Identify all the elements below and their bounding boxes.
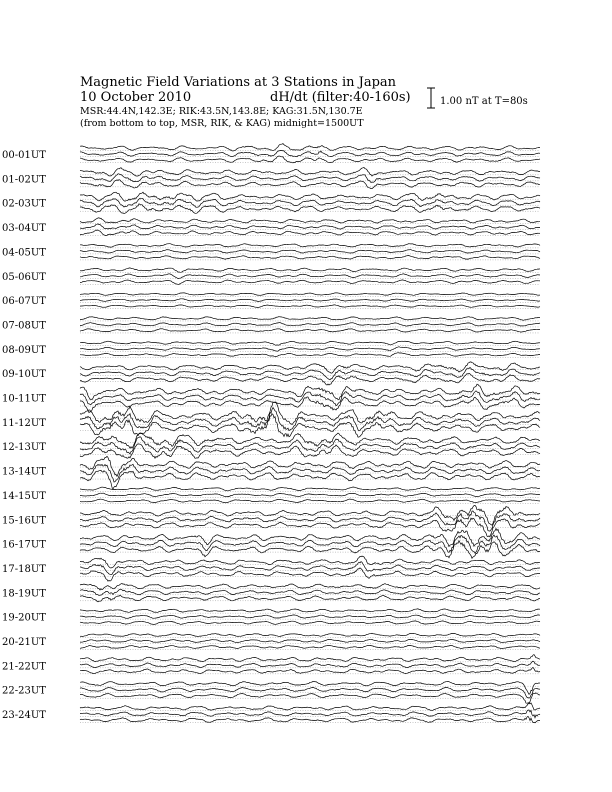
station-trace-kag xyxy=(80,218,540,223)
station-trace-msr xyxy=(80,499,540,503)
station-trace-rik xyxy=(80,437,540,454)
trace-row xyxy=(2,681,540,703)
station-trace-kag xyxy=(80,456,540,476)
trace-row xyxy=(2,293,540,309)
trace-row xyxy=(2,505,540,537)
trace-row xyxy=(2,529,540,559)
station-trace-kag xyxy=(80,293,540,296)
station-trace-rik xyxy=(80,493,540,497)
row-label: 04-05UT xyxy=(2,247,46,259)
row-label: 03-04UT xyxy=(2,223,46,235)
station-trace-rik xyxy=(80,250,540,254)
trace-row xyxy=(2,655,540,674)
station-trace-msr xyxy=(80,156,540,163)
trace-row xyxy=(2,192,540,213)
row-label: 23-24UT xyxy=(2,710,46,722)
station-trace-msr xyxy=(80,329,540,332)
trace-rows xyxy=(2,144,540,723)
station-trace-kag xyxy=(80,487,540,491)
station-trace-kag xyxy=(80,584,540,591)
station-trace-kag xyxy=(80,556,540,568)
station-trace-rik xyxy=(80,687,540,698)
trace-row xyxy=(2,144,540,163)
station-trace-msr xyxy=(80,256,540,260)
trace-row xyxy=(2,456,540,489)
trace-row xyxy=(2,167,540,188)
station-trace-kag xyxy=(80,655,540,662)
trace-row xyxy=(2,556,540,581)
station-trace-msr xyxy=(80,373,540,385)
row-label: 10-11UT xyxy=(2,393,46,405)
station-trace-rik xyxy=(80,535,540,553)
station-trace-kag xyxy=(80,402,540,425)
trace-row xyxy=(2,703,540,723)
station-trace-kag xyxy=(80,703,540,711)
trace-row xyxy=(2,268,540,285)
chart-quantity: dH/dt (filter:40-160s) xyxy=(270,90,411,105)
station-trace-kag xyxy=(80,317,540,321)
station-trace-rik xyxy=(80,323,540,327)
row-label: 15-16UT xyxy=(2,515,46,527)
station-trace-kag xyxy=(80,192,540,201)
station-trace-msr xyxy=(80,230,540,236)
row-label: 18-19UT xyxy=(2,588,46,600)
row-label: 12-13UT xyxy=(2,442,46,454)
station-trace-rik xyxy=(80,639,540,642)
row-label: 19-20UT xyxy=(2,612,46,624)
trace-row xyxy=(2,218,540,236)
row-label: 17-18UT xyxy=(2,563,46,575)
row-label: 00-01UT xyxy=(2,150,46,161)
trace-row xyxy=(2,317,540,333)
station-trace-msr xyxy=(80,621,540,625)
station-trace-kag xyxy=(80,144,540,151)
station-trace-rik xyxy=(80,198,540,207)
station-trace-rik xyxy=(80,391,540,406)
station-trace-rik xyxy=(80,224,540,229)
trace-row xyxy=(2,584,540,602)
station-trace-msr xyxy=(80,568,540,581)
scale-bar xyxy=(427,88,435,108)
station-trace-msr xyxy=(80,280,540,285)
trace-row xyxy=(2,402,540,437)
station-trace-msr xyxy=(80,305,540,308)
station-trace-msr xyxy=(80,353,540,357)
station-trace-rik xyxy=(80,347,540,352)
row-label: 22-23UT xyxy=(2,685,46,697)
trace-row xyxy=(2,633,540,649)
trace-row xyxy=(2,362,540,385)
row-label: 02-03UT xyxy=(2,198,46,210)
row-label: 06-07UT xyxy=(2,296,46,308)
station-trace-kag xyxy=(80,633,540,636)
trace-row xyxy=(2,341,540,357)
row-label: 20-21UT xyxy=(2,637,46,648)
trace-row xyxy=(2,487,540,503)
row-label: 13-14UT xyxy=(2,466,46,478)
station-trace-kag xyxy=(80,609,540,613)
station-order-note: (from bottom to top, MSR, RIK, & KAG) midnight=1500UT xyxy=(80,118,364,129)
station-trace-rik xyxy=(80,511,540,531)
row-label: 07-08UT xyxy=(2,320,46,332)
station-trace-kag xyxy=(80,362,540,373)
station-trace-rik xyxy=(80,615,540,619)
station-trace-msr xyxy=(80,518,540,537)
station-trace-msr xyxy=(80,716,540,722)
station-trace-rik xyxy=(80,661,540,667)
row-label: 16-17UT xyxy=(2,539,46,551)
trace-row xyxy=(2,433,540,458)
row-label: 21-22UT xyxy=(2,661,46,673)
row-label: 11-12UT xyxy=(2,417,46,429)
scale-bar-label: 1.00 nT at T=80s xyxy=(440,96,528,107)
station-trace-msr xyxy=(80,645,540,648)
station-trace-rik xyxy=(80,150,540,156)
station-coordinates: MSR:44.4N,142.3E; RIK:43.5N,143.8E; KAG:31.5N,130.7E xyxy=(80,106,363,117)
row-label: 01-02UT xyxy=(2,174,46,186)
row-label: 08-09UT xyxy=(2,344,46,356)
station-trace-kag xyxy=(80,244,540,248)
row-label: 14-15UT xyxy=(2,490,46,502)
station-trace-kag xyxy=(80,268,540,272)
row-label: 09-10UT xyxy=(2,369,46,381)
trace-row xyxy=(2,244,540,260)
trace-row xyxy=(2,609,540,625)
station-trace-msr xyxy=(80,397,540,413)
station-trace-msr xyxy=(80,667,540,673)
station-trace-rik xyxy=(80,174,540,183)
station-trace-kag xyxy=(80,341,540,345)
row-label: 05-06UT xyxy=(2,271,46,283)
station-trace-kag xyxy=(80,529,540,547)
chart-title: Magnetic Field Variations at 3 Stations in Japan xyxy=(80,75,397,90)
station-trace-rik xyxy=(80,299,540,302)
station-trace-rik xyxy=(80,274,540,279)
station-trace-rik xyxy=(80,589,540,595)
chart-date: 10 October 2010 xyxy=(80,90,192,105)
